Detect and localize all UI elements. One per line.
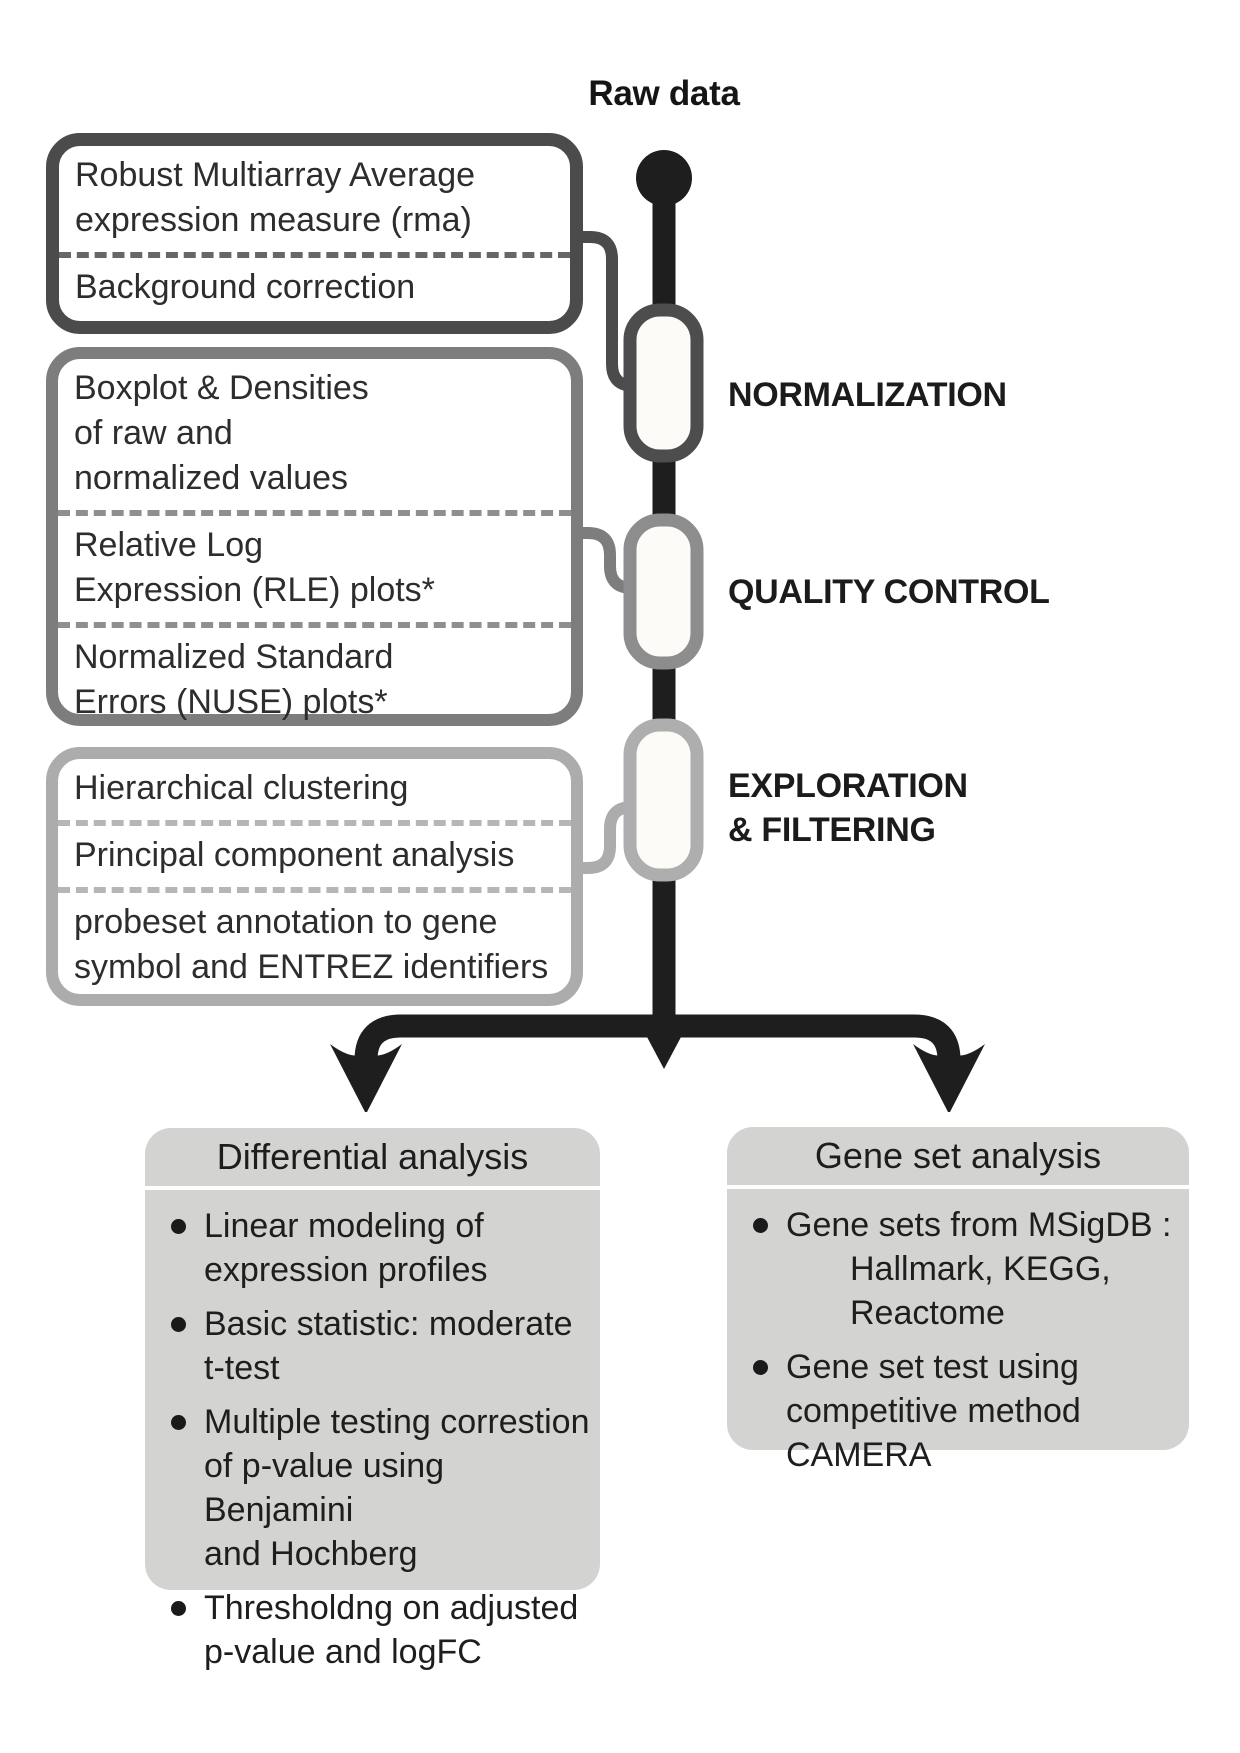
step-box-row: Relative Log Expression (RLE) plots* — [58, 510, 571, 622]
bullet-item: Thresholdng on adjusted p-value and logFC — [171, 1586, 592, 1674]
node-quality-control — [630, 520, 697, 663]
bullet-item: Linear modeling of expression profiles — [171, 1204, 592, 1292]
step-box-row: Hierarchical clustering — [74, 769, 409, 807]
bullet-dot-icon — [753, 1218, 768, 1233]
arrow-head-right — [913, 1044, 985, 1112]
step-box-exploration — [46, 747, 583, 1006]
stage-label-normalization: NORMALIZATION — [728, 376, 1007, 414]
panel-title-differential: Differential analysis — [145, 1128, 600, 1190]
bullet-dot-icon — [753, 1360, 768, 1375]
bullet-item: Gene sets from MSigDB : Hallmark, KEGG, Reactome — [753, 1203, 1181, 1335]
panel-gene-set-analysis — [727, 1127, 1189, 1474]
step-box-quality-control — [46, 347, 583, 726]
bullet-item: Gene set test using competitive method CAMERA — [753, 1345, 1181, 1477]
branch-notch — [647, 1037, 681, 1069]
node-exploration — [630, 725, 697, 875]
panel-title-gene-set: Gene set analysis — [727, 1127, 1189, 1189]
stage-label-exploration-filtering: EXPLORATION & FILTERING — [728, 767, 968, 849]
panel-differential-analysis — [145, 1128, 600, 1671]
node-normalization — [630, 310, 697, 456]
raw-data-dot — [636, 150, 692, 206]
raw-data-label: Raw data — [588, 74, 740, 113]
bullet-dot-icon — [171, 1219, 186, 1234]
bullet-item: Basic statistic: moderate t-test — [171, 1302, 592, 1390]
bullet-list-differential — [145, 1190, 600, 1674]
bullet-item: Multiple testing correstion of p-value using Benjamini and Hochberg — [171, 1400, 592, 1576]
bullet-dot-icon — [171, 1415, 186, 1430]
step-box-normalization — [46, 133, 583, 334]
step-box-row: Robust Multiarray Average expression measure (rma) — [75, 156, 476, 239]
step-box-row: Principal component analysis — [58, 820, 571, 887]
step-box-row: Background correction — [59, 252, 570, 319]
step-box-row: probeset annotation to gene symbol and ENTREZ identifiers — [58, 887, 571, 999]
step-box-row: Boxplot & Densities of raw and normalized values — [74, 369, 369, 497]
bullet-dot-icon — [171, 1601, 186, 1616]
bullet-list-gene-set — [727, 1189, 1189, 1477]
step-box-row: Normalized Standard Errors (NUSE) plots* — [58, 622, 571, 734]
stage-label-quality-control: QUALITY CONTROL — [728, 573, 1050, 611]
bullet-dot-icon — [171, 1317, 186, 1332]
arrow-head-left — [330, 1044, 402, 1112]
